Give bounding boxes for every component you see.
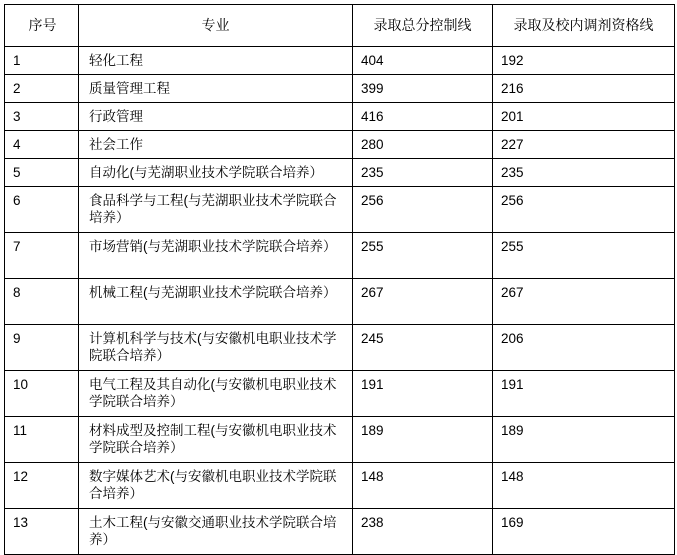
- cell-transfer-qualification-line: 201: [493, 103, 675, 131]
- cell-total-score-line: 404: [353, 47, 493, 75]
- cell-major: 社会工作: [79, 131, 353, 159]
- cell-transfer-qualification-line: 216: [493, 75, 675, 103]
- cell-major: 自动化(与芜湖职业技术学院联合培养）: [79, 159, 353, 187]
- column-header-major: 专业: [79, 5, 353, 47]
- cell-total-score-line: 267: [353, 279, 493, 325]
- cell-total-score-line: 148: [353, 463, 493, 509]
- table-row: [5, 509, 675, 555]
- cell-sequence: 12: [5, 463, 79, 509]
- cell-total-score-line: 256: [353, 187, 493, 233]
- cell-sequence: 4: [5, 131, 79, 159]
- cell-transfer-qualification-line: 206: [493, 325, 675, 371]
- cell-total-score-line: 416: [353, 103, 493, 131]
- table-body: [5, 47, 675, 555]
- cell-major: 材料成型及控制工程(与安徽机电职业技术学院联合培养）: [79, 417, 353, 463]
- cell-transfer-qualification-line: 148: [493, 463, 675, 509]
- cell-major: 土木工程(与安徽交通职业技术学院联合培养）: [79, 509, 353, 555]
- table-row: [5, 233, 675, 279]
- table-header: [5, 5, 675, 47]
- cell-transfer-qualification-line: 189: [493, 417, 675, 463]
- cell-major: 质量管理工程: [79, 75, 353, 103]
- cell-sequence: 2: [5, 75, 79, 103]
- table-row: [5, 47, 675, 75]
- cell-total-score-line: 238: [353, 509, 493, 555]
- table-row: [5, 75, 675, 103]
- cell-total-score-line: 399: [353, 75, 493, 103]
- cell-sequence: 10: [5, 371, 79, 417]
- column-header-sequence: 序号: [5, 5, 79, 47]
- cell-major: 电气工程及其自动化(与安徽机电职业技术学院联合培养）: [79, 371, 353, 417]
- cell-total-score-line: 235: [353, 159, 493, 187]
- cell-transfer-qualification-line: 235: [493, 159, 675, 187]
- admission-score-table: [4, 4, 675, 555]
- cell-major: 轻化工程: [79, 47, 353, 75]
- table-row: [5, 187, 675, 233]
- cell-total-score-line: 245: [353, 325, 493, 371]
- cell-transfer-qualification-line: 255: [493, 233, 675, 279]
- cell-total-score-line: 255: [353, 233, 493, 279]
- table-header-row: [5, 5, 675, 47]
- table-row: [5, 417, 675, 463]
- cell-sequence: 9: [5, 325, 79, 371]
- cell-transfer-qualification-line: 191: [493, 371, 675, 417]
- cell-major: 市场营销(与芜湖职业技术学院联合培养）: [79, 233, 353, 279]
- cell-sequence: 3: [5, 103, 79, 131]
- table-row: [5, 159, 675, 187]
- cell-major: 行政管理: [79, 103, 353, 131]
- cell-transfer-qualification-line: 192: [493, 47, 675, 75]
- cell-sequence: 6: [5, 187, 79, 233]
- table-row: [5, 103, 675, 131]
- cell-sequence: 8: [5, 279, 79, 325]
- cell-transfer-qualification-line: 267: [493, 279, 675, 325]
- table-row: [5, 371, 675, 417]
- cell-total-score-line: 280: [353, 131, 493, 159]
- table-row: [5, 463, 675, 509]
- column-header-transfer-qualification-line: 录取及校内调剂资格线: [493, 5, 675, 47]
- cell-transfer-qualification-line: 169: [493, 509, 675, 555]
- cell-transfer-qualification-line: 227: [493, 131, 675, 159]
- cell-transfer-qualification-line: 256: [493, 187, 675, 233]
- cell-major: 机械工程(与芜湖职业技术学院联合培养）: [79, 279, 353, 325]
- cell-total-score-line: 191: [353, 371, 493, 417]
- table-row: [5, 131, 675, 159]
- table-row: [5, 279, 675, 325]
- cell-major: 食品科学与工程(与芜湖职业技术学院联合培养）: [79, 187, 353, 233]
- cell-major: 数字媒体艺术(与安徽机电职业技术学院联合培养）: [79, 463, 353, 509]
- cell-major: 计算机科学与技术(与安徽机电职业技术学院联合培养）: [79, 325, 353, 371]
- cell-sequence: 7: [5, 233, 79, 279]
- cell-total-score-line: 189: [353, 417, 493, 463]
- score-line-sheet: [0, 4, 677, 548]
- table-row: [5, 325, 675, 371]
- cell-sequence: 1: [5, 47, 79, 75]
- column-header-total-score-line: 录取总分控制线: [353, 5, 493, 47]
- cell-sequence: 11: [5, 417, 79, 463]
- cell-sequence: 13: [5, 509, 79, 555]
- cell-sequence: 5: [5, 159, 79, 187]
